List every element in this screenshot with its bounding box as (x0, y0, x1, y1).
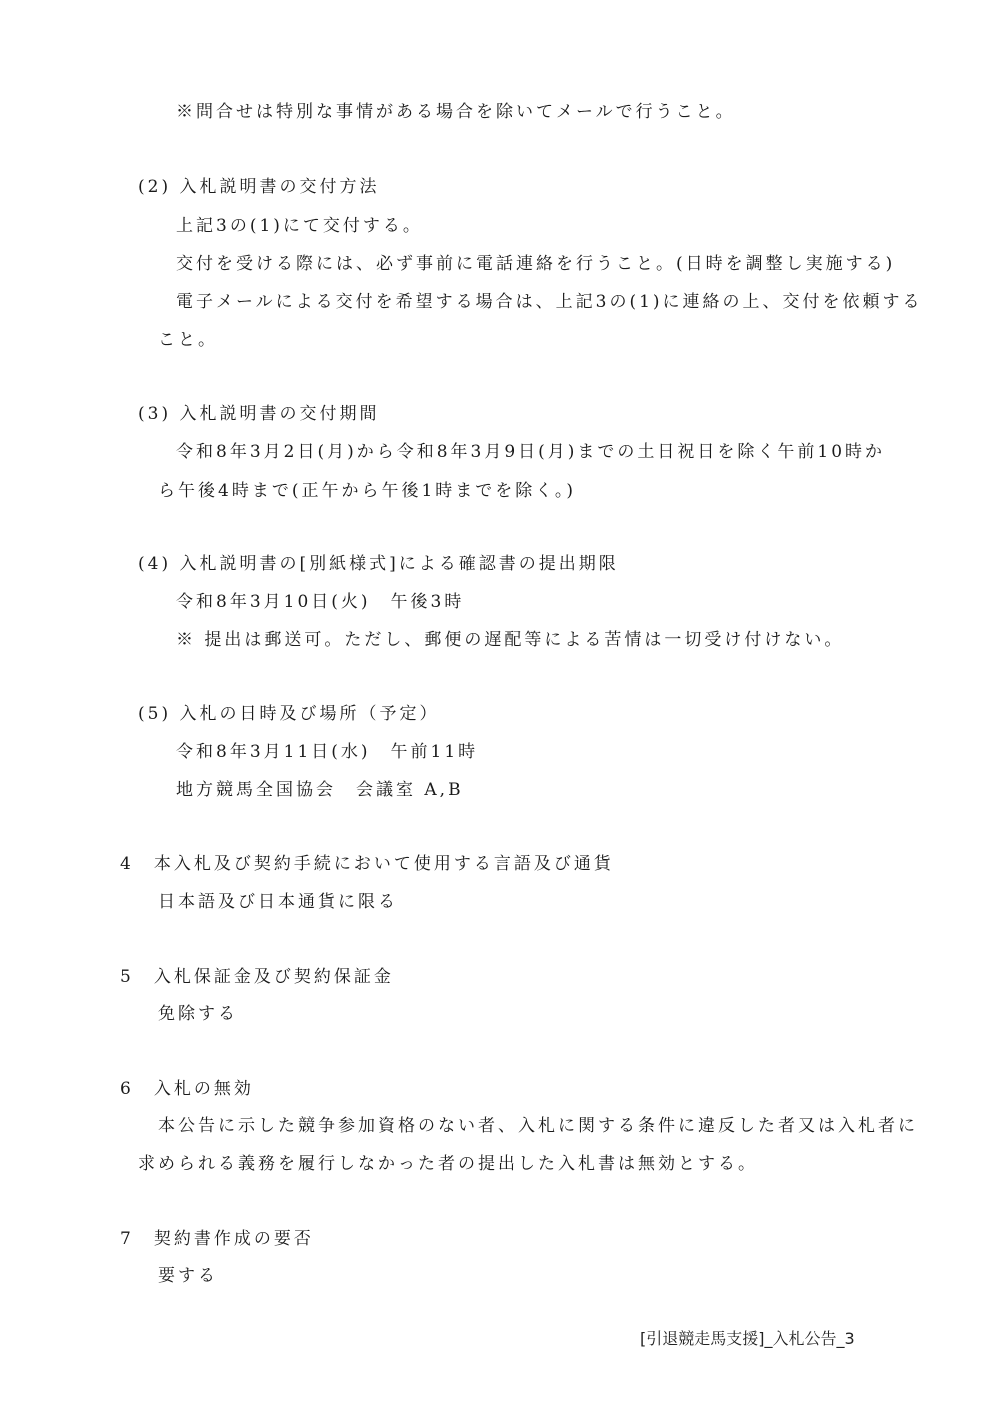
section-heading-6-invalid: 6 入札の無効 (120, 1079, 254, 1099)
section-heading-5: (5) 入札の日時及び場所（予定） (138, 704, 440, 724)
body-text: 本公告に示した競争参加資格のない者、入札に関する条件に違反した者又は入札者に (158, 1116, 918, 1136)
deadline-text: 令和8年3月10日(火) 午後3時 (176, 592, 465, 612)
body-text: 電子メールによる交付を希望する場合は、上記3の(1)に連絡の上、交付を依頼する (176, 292, 923, 312)
page-footer: [引退競走馬支援]_入札公告_3 (640, 1329, 855, 1348)
body-text: 要する (158, 1266, 218, 1286)
section-heading-7-contract: 7 契約書作成の要否 (120, 1229, 314, 1249)
section-heading-2: (2) 入札説明書の交付方法 (138, 177, 380, 197)
body-text: 求められる義務を履行しなかった者の提出した入札書は無効とする。 (138, 1154, 758, 1174)
bid-datetime: 令和8年3月11日(水) 午前11時 (176, 742, 479, 762)
mail-note: ※ 提出は郵送可。ただし、郵便の遅配等による苦情は一切受け付けない。 (176, 630, 845, 650)
section-heading-5-deposit: 5 入札保証金及び契約保証金 (120, 967, 394, 987)
section-heading-4: (4) 入札説明書の[別紙様式]による確認書の提出期限 (138, 554, 619, 574)
body-text: 令和8年3月2日(月)から令和8年3月9日(月)までの土日祝日を除く午前10時か (176, 442, 886, 462)
body-text: 免除する (158, 1004, 238, 1024)
body-text: ら午後4時まで(正午から午後1時までを除く。) (158, 481, 577, 501)
inquiry-note: ※問合せは特別な事情がある場合を除いてメールで行うこと。 (176, 102, 736, 122)
body-text: 交付を受ける際には、必ず事前に電話連絡を行うこと。(日時を調整し実施する) (176, 254, 896, 274)
section-heading-3: (3) 入札説明書の交付期間 (138, 404, 380, 424)
section-heading-4-language: 4 本入札及び契約手続において使用する言語及び通貨 (120, 854, 614, 874)
body-text: こと。 (158, 330, 218, 350)
body-text: 日本語及び日本通貨に限る (158, 892, 398, 912)
bid-location: 地方競馬全国協会 会議室 A,B (176, 780, 464, 800)
body-text: 上記3の(1)にて交付する。 (176, 216, 423, 236)
